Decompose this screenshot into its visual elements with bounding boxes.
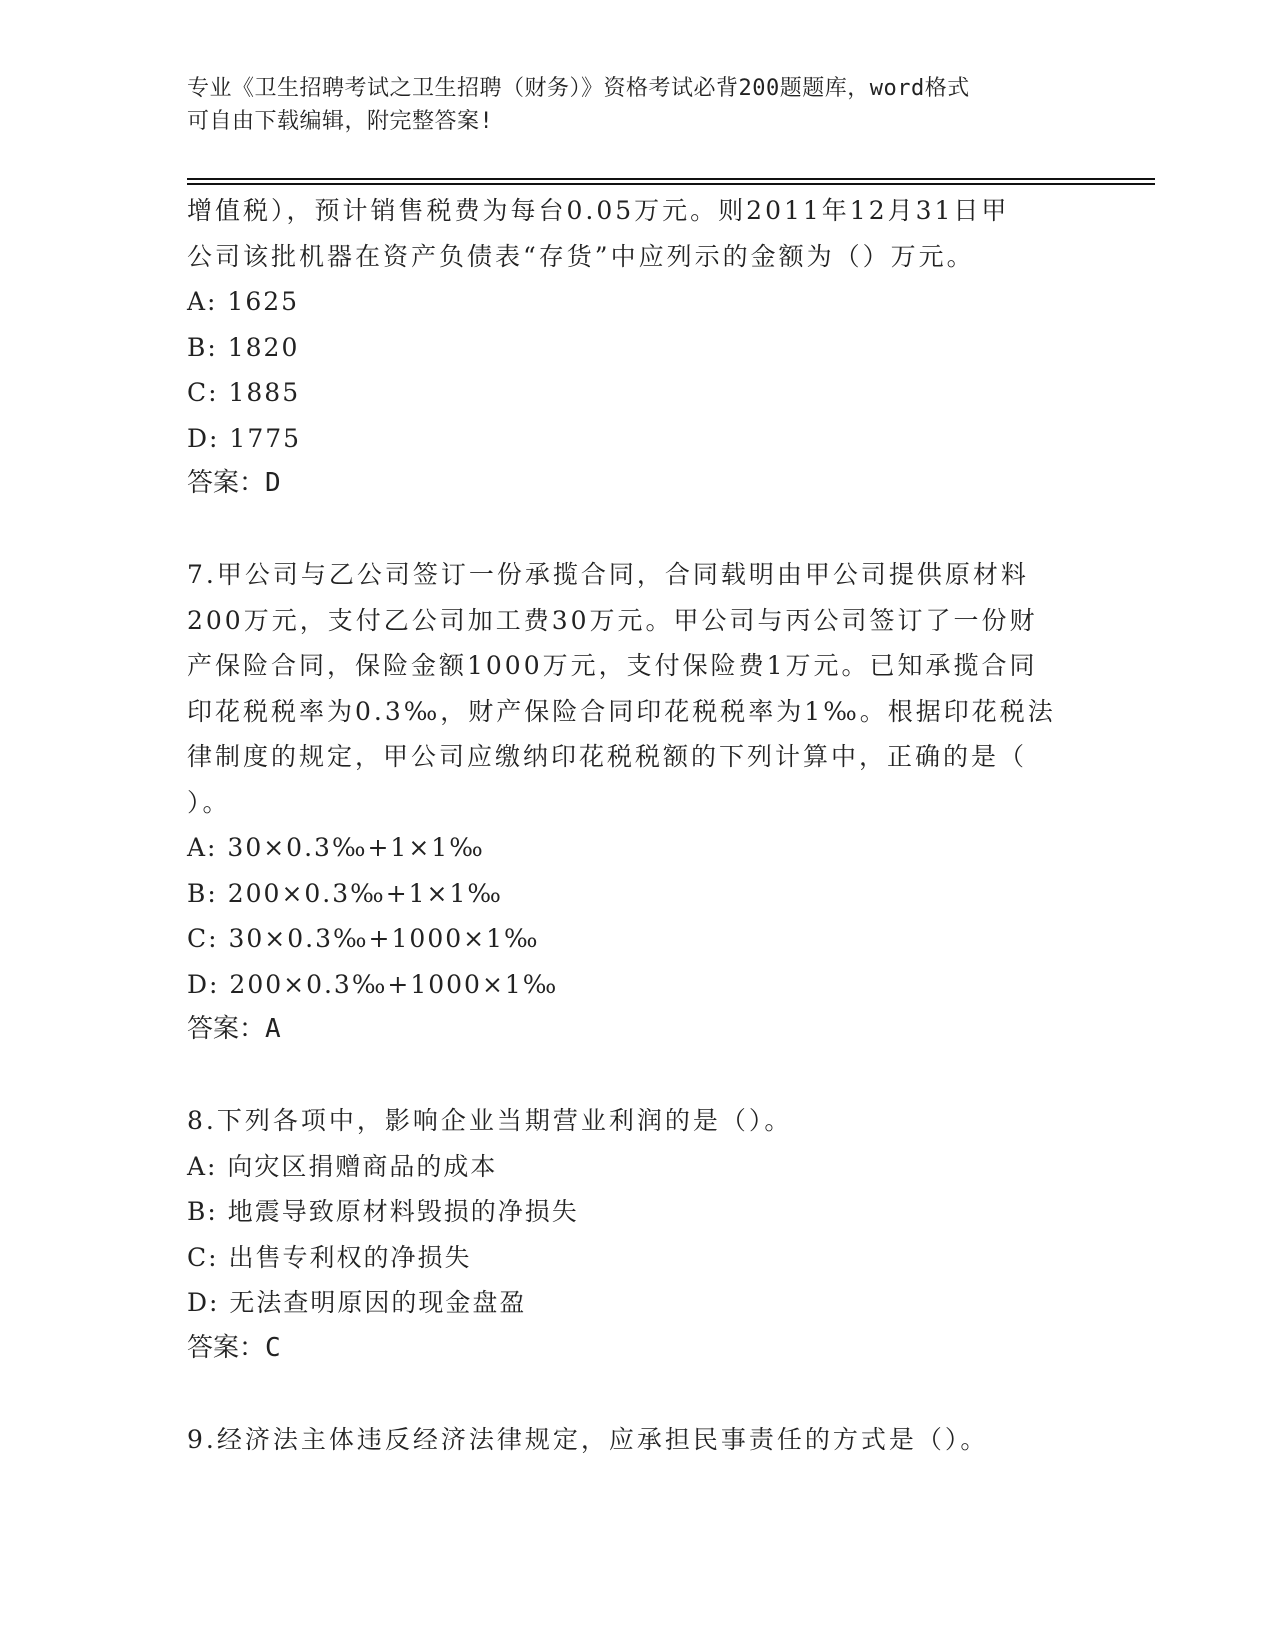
answer-label: 答案：C <box>187 1332 281 1363</box>
answer-label: 答案：A <box>187 1014 281 1044</box>
option-c: C: 出售专利权的净损失 <box>187 1242 472 1272</box>
question-text-line: 200万元，支付乙公司加工费30万元。甲公司与丙公司签订了一份财 <box>187 605 1038 635</box>
option-a: A: 向灾区捐赠商品的成本 <box>187 1151 498 1181</box>
question-text-line: 增值税），预计销售税费为每台0.05万元。则2011年12月31日甲 <box>187 196 1010 225</box>
question-7 <box>187 552 1087 1053</box>
question-text-line: 公司该批机器在资产负债表“存货”中应列示的金额为（）万元。 <box>187 241 975 271</box>
question-text-line: 9.经济法主体违反经济法律规定，应承担民事责任的方式是（）。 <box>187 1424 989 1454</box>
question-6 <box>187 188 1087 507</box>
question-8 <box>187 1098 1087 1371</box>
question-text-line: 8.下列各项中，影响企业当期营业利润的是（）。 <box>187 1106 793 1135</box>
document-header <box>187 72 1067 138</box>
option-b: B: 地震导致原材料毁损的净损失 <box>187 1197 579 1226</box>
option-b: B: 1820 <box>187 332 300 362</box>
answer-label: 答案：D <box>187 468 281 498</box>
option-b: B: 200×0.3‰+1×1‰ <box>187 878 503 908</box>
option-c: C: 1885 <box>187 378 301 407</box>
question-text-line: 产保险合同，保险金额1000万元，支付保险费1万元。已知承揽合同 <box>187 651 1038 680</box>
spacer <box>187 507 1087 553</box>
spacer <box>187 1053 1087 1099</box>
header-line-1: 专业《卫生招聘考试之卫生招聘（财务）》资格考试必背200题题库，word格式 <box>187 76 970 101</box>
question-text-line: 印花税税率为0.3‰，财产保险合同印花税税率为1‰。根据印花税法 <box>187 696 1056 726</box>
question-list <box>187 188 1087 1462</box>
option-d: D: 1775 <box>187 423 302 453</box>
option-a: A: 1625 <box>187 287 300 316</box>
option-d: D: 200×0.3‰+1000×1‰ <box>187 969 559 999</box>
question-text-line: 7.甲公司与乙公司签订一份承揽合同，合同载明由甲公司提供原材料 <box>187 560 1029 589</box>
spacer <box>187 1371 1087 1417</box>
option-a: A: 30×0.3‰+1×1‰ <box>187 833 485 862</box>
question-9 <box>187 1417 1087 1463</box>
option-d: D: 无法查明原因的现金盘盈 <box>187 1288 527 1317</box>
header-line-2: 可自由下载编辑，附完整答案! <box>187 109 494 134</box>
header-divider-top <box>187 178 1155 180</box>
option-c: C: 30×0.3‰+1000×1‰ <box>187 924 540 953</box>
question-text-line: 律制度的规定，甲公司应缴纳印花税税额的下列计算中，正确的是（ <box>187 742 1028 771</box>
header-divider-bottom <box>187 183 1155 185</box>
question-text-line: ）。 <box>187 787 231 817</box>
